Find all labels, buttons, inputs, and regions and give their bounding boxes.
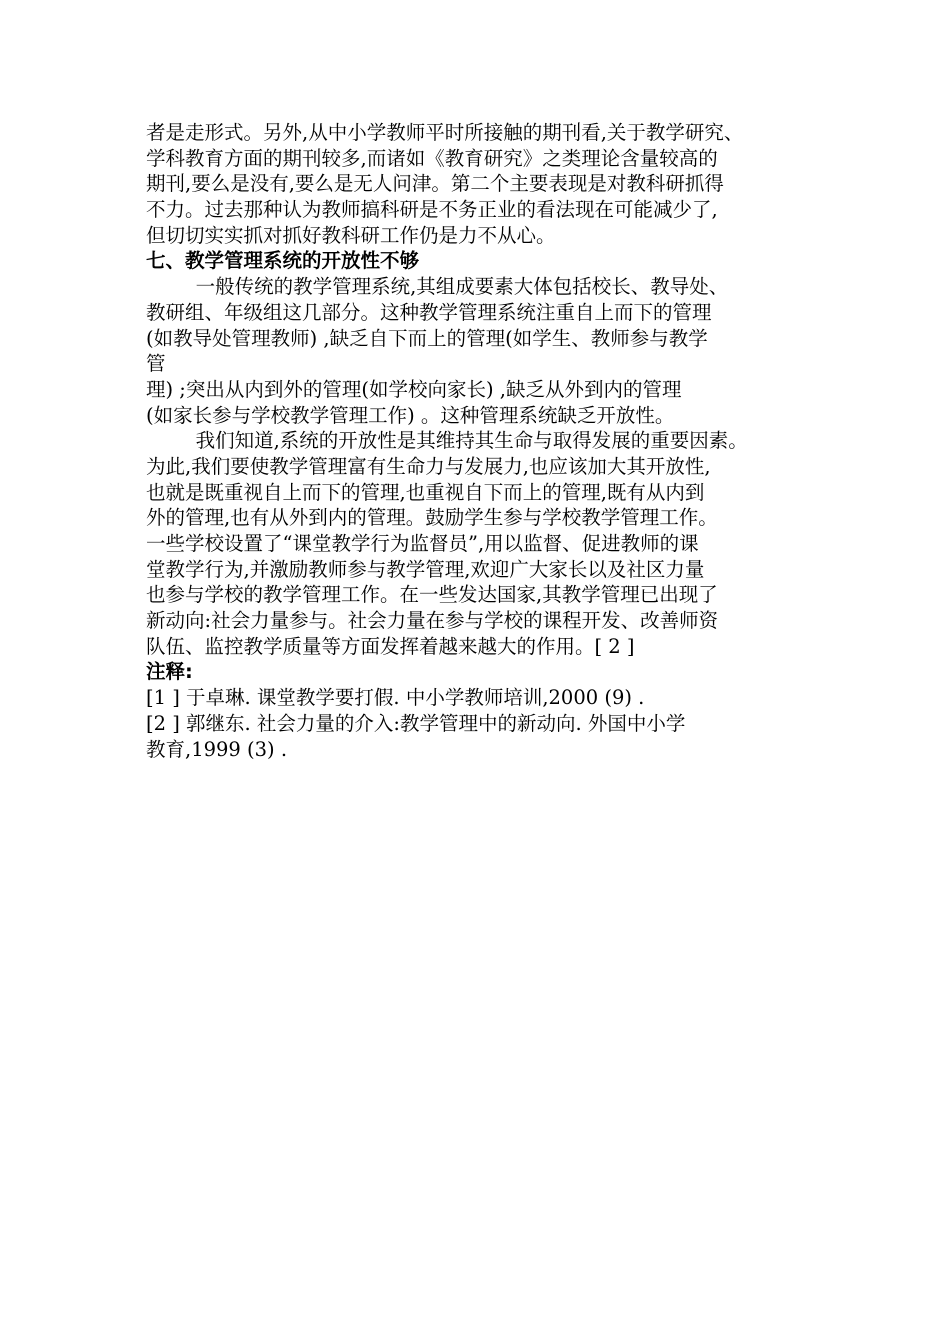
text-line: 为此,我们要使教学管理富有生命力与发展力,也应该加大其开放性, xyxy=(146,454,711,478)
text-line: (如家长参与学校教学管理工作) 。这种管理系统缺乏开放性。 xyxy=(146,403,675,427)
text-line: 学科教育方面的期刊较多,而诸如《教育研究》之类理论含量较高的 xyxy=(146,146,718,170)
text-line: 一般传统的教学管理系统,其组成要素大体包括校长、教导处、 xyxy=(146,275,729,299)
notes-heading: 注释: xyxy=(146,660,193,684)
text-line: (如教导处管理教师) ,缺乏自下而上的管理(如学生、教师参与教学 xyxy=(146,326,708,350)
text-line: 不力。过去那种认为教师搞科研是不务正业的看法现在可能减少了, xyxy=(146,198,718,222)
paragraph-2 xyxy=(146,274,826,428)
text-line: 者是走形式。另外,从中小学教师平时所接触的期刊看,关于教学研究、 xyxy=(146,121,744,144)
text-line: 外的管理,也有从外到内的管理。鼓励学生参与学校教学管理工作。 xyxy=(146,506,718,530)
text-line: 堂教学行为,并激励教师参与教学管理,欢迎广大家长以及社区力量 xyxy=(146,557,705,581)
text-line: 队伍、监控教学质量等方面发挥着越来越大的作用。[ 2 ] xyxy=(146,634,635,658)
note-item: [1 ] 于卓琳. 课堂教学要打假. 中小学教师培训,2000 (9) . xyxy=(146,686,645,710)
text-line: 一些学校设置了“课堂教学行为监督员”,用以监督、促进教师的课 xyxy=(146,532,699,555)
note-item: 教育,1999 (3) . xyxy=(146,737,288,761)
text-line: 期刊,要么是没有,要么是无人问津。第二个主要表现是对教科研抓得 xyxy=(146,172,724,196)
text-line: 但切切实实抓对抓好教科研工作仍是力不从心。 xyxy=(146,223,556,247)
notes-list xyxy=(146,685,826,762)
text-line: 也就是既重视自上而下的管理,也重视自下而上的管理,既有从内到 xyxy=(146,480,705,504)
paragraph-1 xyxy=(146,120,826,248)
text-line: 我们知道,系统的开放性是其维持其生命与取得发展的重要因素。 xyxy=(146,429,748,453)
paragraph-3 xyxy=(146,428,826,659)
text-line: 理) ;突出从内到外的管理(如学校向家长) ,缺乏从外到内的管理 xyxy=(146,377,682,401)
section-heading: 七、教学管理系统的开放性不够 xyxy=(146,249,420,273)
text-line: 教研组、年级组这几部分。这种教学管理系统注重自上而下的管理 xyxy=(146,300,712,324)
text-line: 新动向:社会力量参与。社会力量在参与学校的课程开发、改善师资 xyxy=(146,609,719,633)
text-line: 管 xyxy=(146,352,166,376)
note-item: [2 ] 郭继东. 社会力量的介入:教学管理中的新动向. 外国中小学 xyxy=(146,711,686,735)
document-body xyxy=(146,120,826,762)
text-line: 也参与学校的教学管理工作。在一些发达国家,其教学管理已出现了 xyxy=(146,583,718,607)
